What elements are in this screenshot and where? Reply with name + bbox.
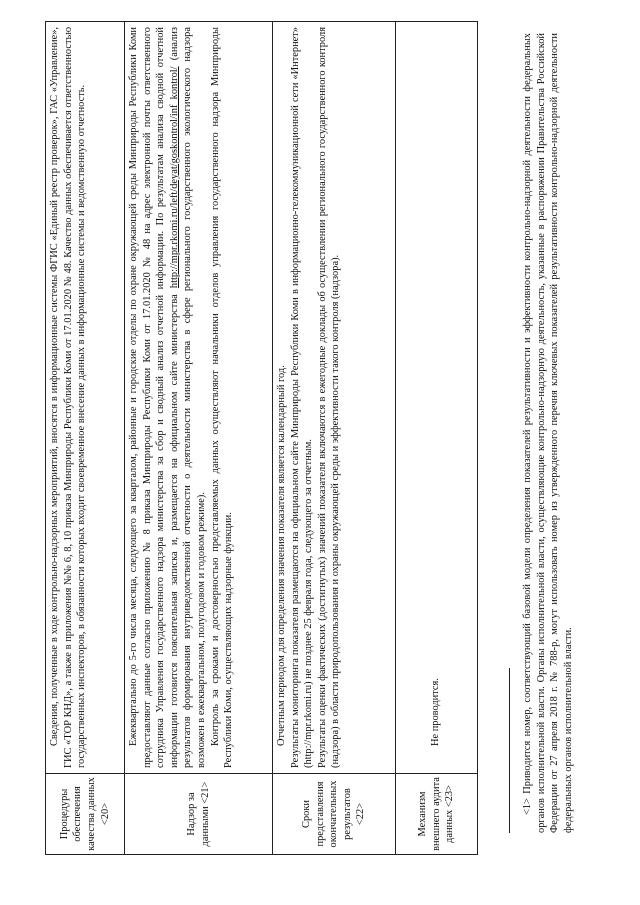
row-label: Надзор за данными <21> — [125, 774, 273, 855]
paragraph: Контроль за сроками и достоверностью представляемых данных осуществляют начальники отделов управления государственного надзора Минприроды Республики Коми, осуществляющих надзорные функции. — [209, 27, 235, 768]
table-row-deadlines — [273, 22, 396, 855]
row-content — [396, 22, 478, 774]
row-label: Сроки представления окончательных результатов <22> — [273, 774, 396, 855]
footnote-text: <1> Приводится номер, соответствующий базовой модели определения показателей результативности и эффективности контрольно-надзорной деятельности федеральных органов исполнительной власти. Органы исполнительной власти, осуществляющие контрольно-надзорную деятельность, указанные в распоряжении Правительства Российской Федерации от 27 апреля 2018 г. № 788-р, могут использовать номер из утвержденного перечня ключевых показателей результативности контрольно-надзорной деятельности федеральных органов исполнительной власти. — [522, 33, 574, 833]
paragraph: Результаты оценки фактических (достигнутых) значений показателя включаются в ежегодные доклады об осуществлении регионального государственного контроля (надзора) в области природопользования и охраны окружающей среды и эффективности такого контроля (надзора). — [316, 27, 342, 768]
table-row-external-audit — [396, 22, 478, 855]
row-label: Механизм внешнего аудита данных <23> — [396, 774, 478, 855]
table-row-data-quality — [46, 22, 125, 855]
row-content — [46, 22, 125, 774]
footnote-separator — [509, 668, 510, 833]
paragraph: Результаты мониторинга показателя размещаются на официальном сайте Минприроды Республики Коми в информационно-телекоммуникационной сети «Интернет» (http://mpr.rkomi.ru) не позднее 25 февраля года, следующего за отчетным. — [289, 27, 315, 768]
paragraph: Сведения, полученные в ходе контрольно-надзорных мероприятий, вносятся в информационные системы ФГИС «Единый реестр проверок», ГАС «Управление», ГИС «ТОР КНД», а также в приложения №№ 6, 8, 10 приказа Минприроды Республики Коми от 17.01.2020 № 48. Качество данных обеспечивается ответственностью государственных инспекторов, в обязанности которых входит своевременное внесение данных в информационные системы и ведомственную отчетность. — [49, 27, 88, 768]
paragraph: Ежеквартально до 5-го числа месяца, следующего за кварталом, районные и городские отделы по охране окружающей среды Минприроды Республики Коми предоставляют данные согласно приложению № 8 приказа Минприроды Республики Коми от 17.01.2020 № 48 на адрес электронной почты ответственного сотрудника Управления государственного надзора министерства за сбор и сводный анализ отчетной информации. По результатам анализа сводной отчетной информации готовится пояснительная записка и, размещается на официальном сайте министерства http://mpr.rkomi.ru/left/deyat/goskontrol/inf_kontrol/ (анализ результатов формирования внутриведомственной отчетности о деятельности министерства в сфере регионального государственного экологического надзора возможен в ежеквартальном, полугодовом и годовом режиме). — [128, 27, 207, 768]
row-content — [273, 22, 396, 774]
table-row-data-supervision — [125, 22, 273, 855]
row-label: Процедуры обеспечения качества данных <20> — [46, 774, 125, 855]
paragraph: Отчетным периодом для определения значения показателя является календарный год. — [276, 365, 287, 746]
paragraph: Не проводится. — [430, 678, 442, 746]
row-content — [125, 22, 273, 774]
ministry-site-link[interactable]: http://mpr.rkomi.ru/left/deyat/goskontrol/inf_kontrol/ — [168, 66, 180, 289]
indicator-passport-table — [45, 21, 478, 855]
